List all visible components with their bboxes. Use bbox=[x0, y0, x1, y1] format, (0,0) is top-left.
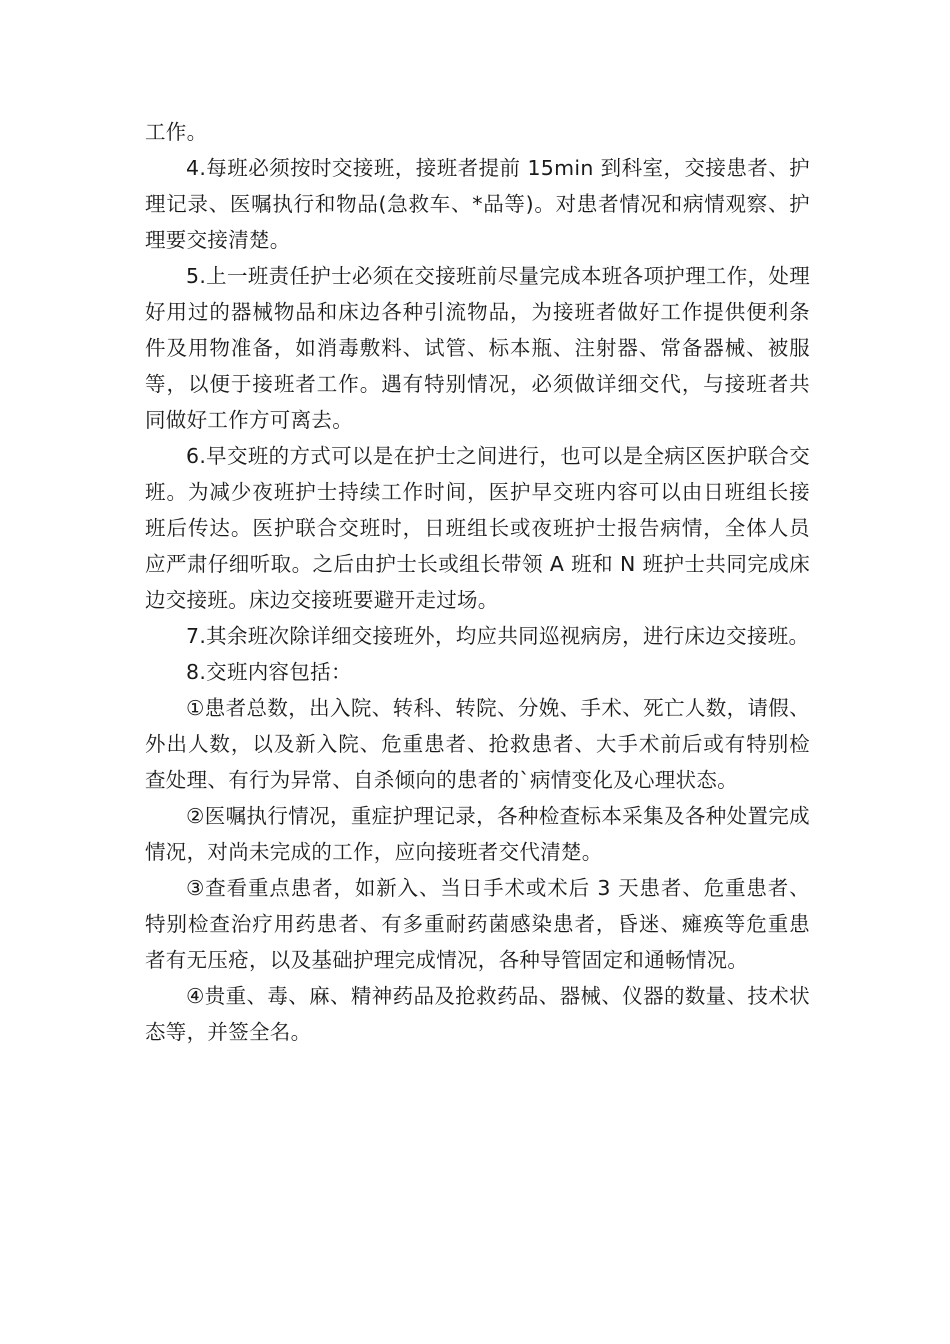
paragraph-subitem-2: ②医嘱执行情况，重症护理记录，各种检查标本采集及各种处置完成情况，对尚未完成的工作，应向接班者交代清楚。 bbox=[145, 804, 810, 864]
paragraph-subitem-4: ④贵重、毒、麻、精神药品及抢救药品、器械、仪器的数量、技术状态等，并签全名。 bbox=[145, 984, 810, 1044]
document-body bbox=[145, 114, 810, 1050]
paragraph-item-6: 6.早交班的方式可以是在护士之间进行，也可以是全病区医护联合交班。为减少夜班护士持续工作时间，医护早交班内容可以由日班组长接班后传达。医护联合交班时，日班组长或夜班护士报告病情，全体人员应严肃仔细听取。之后由护士长或组长带领 A 班和 N 班护士共同完成床边交接班。床边交接班要避开走过场。 bbox=[145, 444, 810, 612]
paragraph-item-8: 8.交班内容包括： bbox=[186, 660, 352, 684]
paragraph-subitem-3: ③查看重点患者，如新入、当日手术或术后 3 天患者、危重患者、特别检查治疗用药患者、有多重耐药菌感染患者，昏迷、瘫痪等危重患者有无压疮，以及基础护理完成情况，各种导管固定和通畅情况。 bbox=[145, 876, 810, 972]
paragraph-continuation: 工作。 bbox=[145, 120, 208, 144]
paragraph-subitem-1: ①患者总数，出入院、转科、转院、分娩、手术、死亡人数，请假、外出人数，以及新入院、危重患者、抢救患者、大手术前后或有特别检查处理、有行为异常、自杀倾向的患者的`病情变化及心理状态。 bbox=[145, 696, 810, 792]
paragraph-item-4: 4.每班必须按时交接班，接班者提前 15min 到科室，交接患者、护理记录、医嘱执行和物品(急救车、*品等)。对患者情况和病情观察、护理要交接清楚。 bbox=[145, 156, 810, 252]
paragraph-item-5: 5.上一班责任护士必须在交接班前尽量完成本班各项护理工作，处理好用过的器械物品和床边各种引流物品，为接班者做好工作提供便利条件及用物准备，如消毒敷料、试管、标本瓶、注射器、常备器械、被服等，以便于接班者工作。遇有特别情况，必须做详细交代，与接班者共同做好工作方可离去。 bbox=[145, 264, 810, 432]
paragraph-item-7: 7.其余班次除详细交接班外，均应共同巡视病房，进行床边交接班。 bbox=[186, 624, 810, 648]
